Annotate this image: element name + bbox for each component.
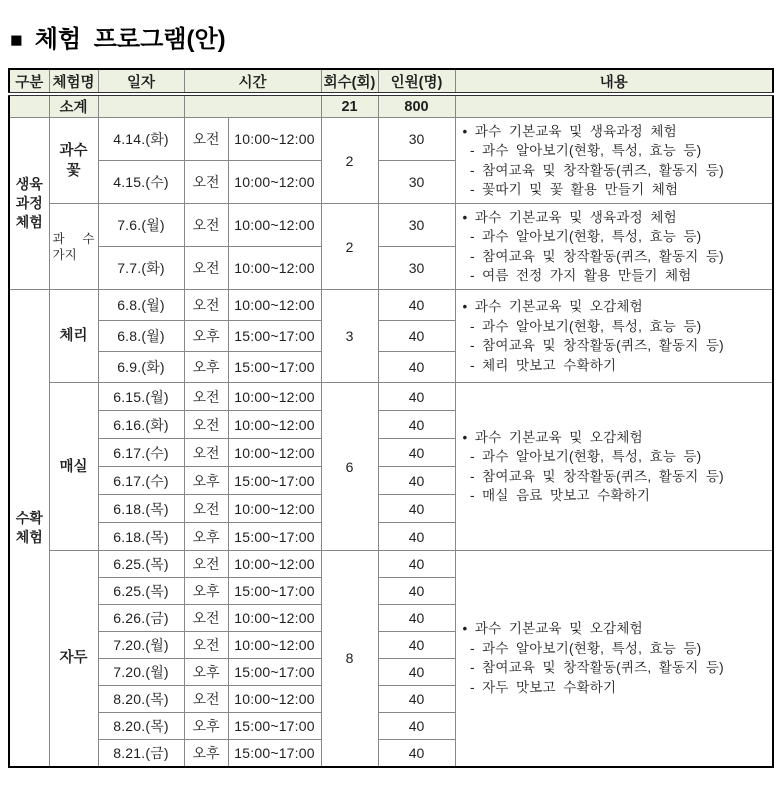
- time-cell: 10:00~12:00: [228, 686, 321, 713]
- date-cell: 6.26.(금): [98, 605, 184, 632]
- people-cell: 40: [378, 551, 455, 578]
- people-cell: 30: [378, 161, 455, 204]
- content-line: - 과수 알아보기(현황, 특성, 효능 등): [462, 318, 702, 334]
- subtotal-content-cell: [455, 94, 773, 118]
- content-line: - 꽃따기 및 꽃 활용 만들기 체험: [462, 182, 679, 197]
- content-line: - 참여교육 및 창작활동(퀴즈, 활동지 등): [462, 248, 724, 264]
- people-cell: 40: [378, 383, 455, 411]
- subtotal-date-cell: [98, 94, 184, 118]
- people-cell: 40: [378, 713, 455, 740]
- content-line: - 과수 알아보기(현황, 특성, 효능 등): [462, 229, 702, 244]
- time-cell: 15:00~17:00: [228, 659, 321, 686]
- subtotal-people-cell: 800: [378, 94, 455, 118]
- time-cell: 10:00~12:00: [228, 551, 321, 578]
- subtotal-time-cell: [184, 94, 321, 118]
- time-cell: 10:00~12:00: [228, 161, 321, 204]
- subtotal-label-cell: 소계: [49, 94, 98, 118]
- ampm-cell: 오후: [184, 578, 228, 605]
- time-cell: 10:00~12:00: [228, 411, 321, 439]
- people-cell: 40: [378, 467, 455, 495]
- date-cell: 6.25.(목): [98, 551, 184, 578]
- content-line: - 과수 알아보기(현황, 특성, 효능 등): [462, 449, 702, 464]
- content-cell: [455, 118, 773, 204]
- people-cell: 40: [378, 290, 455, 321]
- content-line: • 과수 기본교육 및 생육과정 체험: [462, 123, 677, 139]
- schedule-row: [9, 551, 773, 578]
- program-name-cell: 매실: [49, 383, 98, 551]
- date-cell: 8.21.(금): [98, 740, 184, 767]
- date-cell: 7.20.(월): [98, 632, 184, 659]
- header-row: [9, 69, 773, 94]
- date-cell: 6.25.(목): [98, 578, 184, 605]
- ampm-cell: 오후: [184, 352, 228, 383]
- content-line: - 과수 알아보기(현황, 특성, 효능 등): [462, 640, 702, 656]
- time-cell: 15:00~17:00: [228, 713, 321, 740]
- content-line: - 참여교육 및 창작활동(퀴즈, 활동지 등): [462, 468, 724, 484]
- content-line: - 체리 맛보고 수확하기: [462, 357, 617, 373]
- ampm-cell: 오전: [184, 161, 228, 204]
- subtotal-sessions-cell: 21: [321, 94, 378, 118]
- people-cell: 30: [378, 118, 455, 161]
- ampm-cell: 오전: [184, 290, 228, 321]
- category-cell: 생육 과정 체험: [9, 118, 49, 290]
- sessions-cell: 2: [321, 118, 378, 204]
- header-cell-sessions: 회수(회): [321, 69, 378, 94]
- sessions-cell: 2: [321, 204, 378, 290]
- subtotal-row: [9, 94, 773, 118]
- time-cell: 10:00~12:00: [228, 290, 321, 321]
- schedule-row: [9, 383, 773, 411]
- date-cell: 8.20.(목): [98, 686, 184, 713]
- program-table: [8, 68, 774, 768]
- ampm-cell: 오전: [184, 632, 228, 659]
- content-line: - 참여교육 및 창작활동(퀴즈, 활동지 등): [462, 338, 724, 353]
- people-cell: 40: [378, 495, 455, 523]
- schedule-row: [9, 204, 773, 247]
- ampm-cell: 오전: [184, 495, 228, 523]
- time-cell: 10:00~12:00: [228, 118, 321, 161]
- people-cell: 30: [378, 247, 455, 290]
- people-cell: 40: [378, 578, 455, 605]
- ampm-cell: 오전: [184, 605, 228, 632]
- people-cell: 40: [378, 411, 455, 439]
- header-cell-date: 일자: [98, 69, 184, 94]
- time-cell: 10:00~12:00: [228, 247, 321, 290]
- date-cell: 7.6.(월): [98, 204, 184, 247]
- title-square-icon: ■: [10, 29, 23, 52]
- content-line: - 자두 맛보고 수확하기: [462, 679, 617, 695]
- date-cell: 7.7.(화): [98, 247, 184, 290]
- ampm-cell: 오전: [184, 686, 228, 713]
- time-cell: 10:00~12:00: [228, 632, 321, 659]
- header-cell-time: 시간: [184, 69, 321, 94]
- content-line: - 과수 알아보기(현황, 특성, 효능 등): [462, 143, 702, 158]
- content-cell: [455, 383, 773, 551]
- sessions-cell: 8: [321, 551, 378, 767]
- header-cell-people: 인원(명): [378, 69, 455, 94]
- date-cell: 6.17.(수): [98, 439, 184, 467]
- time-cell: 15:00~17:00: [228, 321, 321, 352]
- people-cell: 40: [378, 439, 455, 467]
- people-cell: 40: [378, 659, 455, 686]
- subtotal-category-cell: [9, 94, 49, 118]
- content-cell: [455, 551, 773, 767]
- ampm-cell: 오전: [184, 204, 228, 247]
- people-cell: 40: [378, 632, 455, 659]
- ampm-cell: 오전: [184, 411, 228, 439]
- date-cell: 4.15.(수): [98, 161, 184, 204]
- date-cell: 6.18.(목): [98, 523, 184, 551]
- sessions-cell: 6: [321, 383, 378, 551]
- content-line: - 참여교육 및 창작활동(퀴즈, 활동지 등): [462, 162, 724, 178]
- ampm-cell: 오전: [184, 551, 228, 578]
- page-title: [10, 24, 780, 57]
- people-cell: 40: [378, 740, 455, 767]
- program-name-cell: 체리: [49, 290, 98, 383]
- page-title-text: 체험 프로그램(안): [34, 26, 226, 53]
- content-line: • 과수 기본교육 및 생육과정 체험: [462, 209, 677, 225]
- program-name-cell: 과수 꽃: [49, 118, 98, 204]
- content-line: - 매실 음료 맛보고 수확하기: [462, 488, 651, 503]
- date-cell: 6.8.(월): [98, 290, 184, 321]
- ampm-cell: 오후: [184, 523, 228, 551]
- ampm-cell: 오전: [184, 439, 228, 467]
- date-cell: 6.17.(수): [98, 467, 184, 495]
- people-cell: 30: [378, 204, 455, 247]
- ampm-cell: 오후: [184, 659, 228, 686]
- header-cell-content: 내용: [455, 69, 773, 94]
- time-cell: 15:00~17:00: [228, 578, 321, 605]
- ampm-cell: 오후: [184, 740, 228, 767]
- time-cell: 15:00~17:00: [228, 523, 321, 551]
- date-cell: 4.14.(화): [98, 118, 184, 161]
- date-cell: 6.18.(목): [98, 495, 184, 523]
- time-cell: 15:00~17:00: [228, 740, 321, 767]
- content-line: - 여름 전정 가지 활용 만들기 체험: [462, 268, 692, 283]
- content-line: • 과수 기본교육 및 오감체험: [462, 621, 643, 637]
- date-cell: 6.9.(화): [98, 352, 184, 383]
- ampm-cell: 오전: [184, 247, 228, 290]
- header-cell-category: 구분: [9, 69, 49, 94]
- header-cell-program: 체험명: [49, 69, 98, 94]
- category-cell: 수확 체험: [9, 290, 49, 767]
- sessions-cell: 3: [321, 290, 378, 383]
- content-cell: [455, 290, 773, 383]
- people-cell: 40: [378, 523, 455, 551]
- schedule-row: [9, 118, 773, 161]
- content-line: • 과수 기본교육 및 오감체험: [462, 429, 643, 445]
- time-cell: 10:00~12:00: [228, 204, 321, 247]
- program-name-cell: 과 수 가지: [49, 204, 98, 290]
- people-cell: 40: [378, 321, 455, 352]
- time-cell: 10:00~12:00: [228, 439, 321, 467]
- program-name-cell: 자두: [49, 551, 98, 767]
- ampm-cell: 오후: [184, 321, 228, 352]
- time-cell: 10:00~12:00: [228, 605, 321, 632]
- content-line: • 과수 기본교육 및 오감체험: [462, 299, 643, 314]
- date-cell: 6.8.(월): [98, 321, 184, 352]
- time-cell: 15:00~17:00: [228, 467, 321, 495]
- ampm-cell: 오후: [184, 713, 228, 740]
- ampm-cell: 오전: [184, 383, 228, 411]
- date-cell: 6.16.(화): [98, 411, 184, 439]
- time-cell: 10:00~12:00: [228, 383, 321, 411]
- people-cell: 40: [378, 605, 455, 632]
- date-cell: 6.15.(월): [98, 383, 184, 411]
- ampm-cell: 오후: [184, 467, 228, 495]
- time-cell: 15:00~17:00: [228, 352, 321, 383]
- people-cell: 40: [378, 352, 455, 383]
- content-cell: [455, 204, 773, 290]
- date-cell: 7.20.(월): [98, 659, 184, 686]
- people-cell: 40: [378, 686, 455, 713]
- time-cell: 10:00~12:00: [228, 495, 321, 523]
- schedule-row: [9, 290, 773, 321]
- content-line: - 참여교육 및 창작활동(퀴즈, 활동지 등): [462, 660, 724, 676]
- date-cell: 8.20.(목): [98, 713, 184, 740]
- ampm-cell: 오전: [184, 118, 228, 161]
